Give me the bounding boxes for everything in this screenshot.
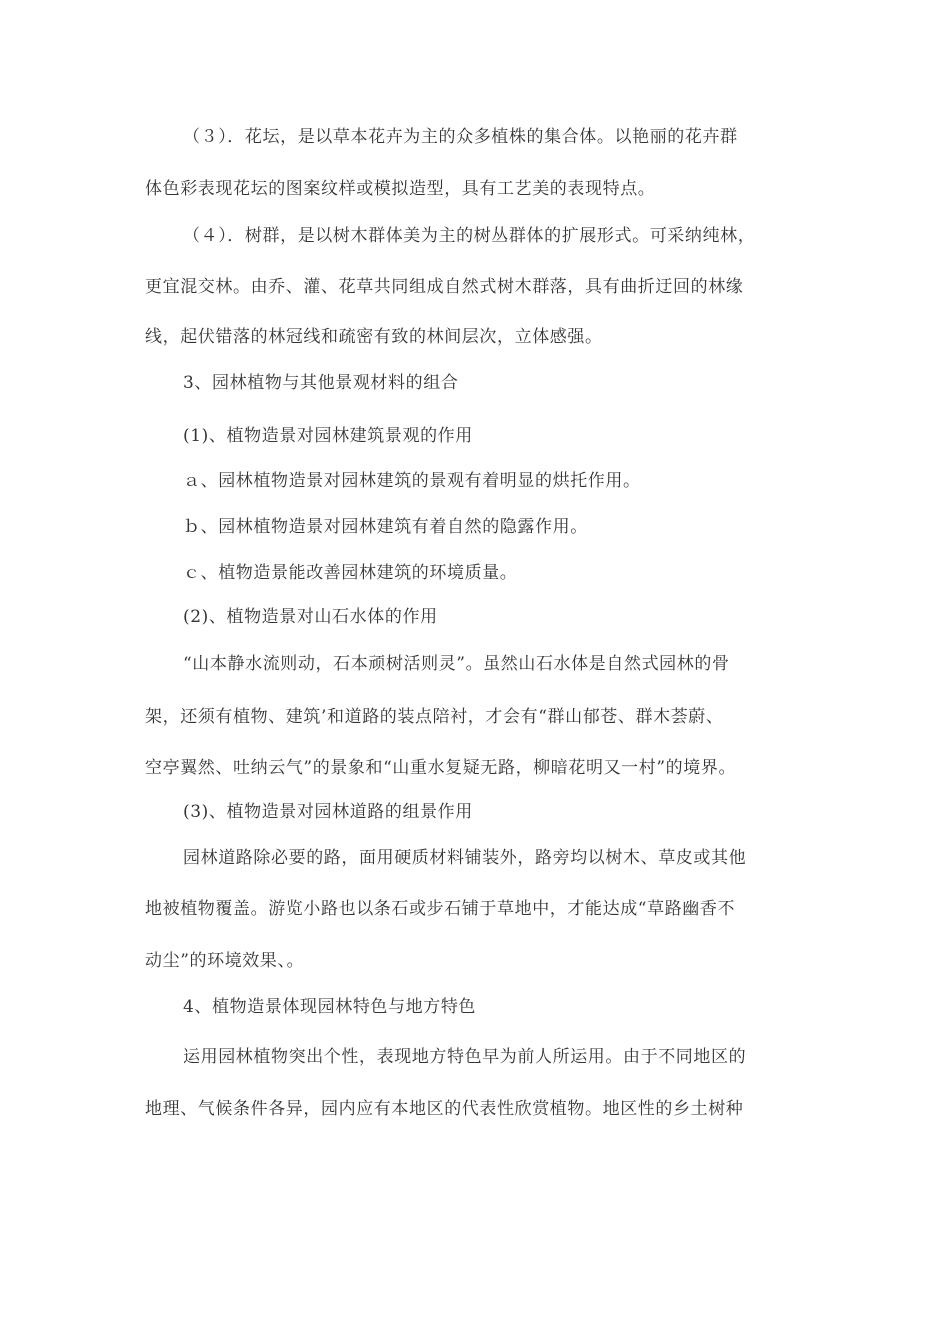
text-line: 地理、气候条件各异，园内应有本地区的代表性欣赏植物。地区性的乡土树种 (145, 1099, 744, 1119)
text-line: 地被植物覆盖。游览小路也以条石或步石铺于草地中，才能达成“草路幽香不 (145, 899, 736, 919)
subsection-heading: (2)、植物造景对山石水体的作用 (183, 607, 438, 627)
list-item: ａ、园林植物造景对园林建筑的景观有着明显的烘托作用。 (183, 471, 641, 491)
subsection-heading: (1)、植物造景对园林建筑景观的作用 (183, 426, 473, 446)
text-line: 空亭翼然、吐纳云气”的景象和“山重水复疑无路，柳暗花明又一村”的境界。 (145, 758, 737, 778)
list-item: ｃ、植物造景能改善园林建筑的环境质量。 (183, 563, 518, 583)
subsection-heading: (3)、植物造景对园林道路的组景作用 (183, 802, 473, 822)
text-line: 线，起伏错落的林冠线和疏密有致的林间层次，立体感强。 (145, 327, 603, 347)
section-heading: 3、园林植物与其他景观材料的组合 (183, 373, 459, 393)
text-line: （３）．花坛，是以草本花卉为主的众多植株的集合体。以艳丽的花卉群 (183, 127, 738, 147)
text-line: 更宜混交林。由乔、灌、花草共同组成自然式树木群落，具有曲折迂回的林缘 (145, 277, 744, 297)
text-line: “山本静水流则动，石本顽树活则灵”。虽然山石水体是自然式园林的骨 (183, 654, 730, 674)
section-heading: 4、植物造景体现园林特色与地方特色 (183, 997, 477, 1017)
text-line: 体色彩表现花坛的图案纹样或模拟造型，具有工艺美的表现特点。 (145, 179, 656, 199)
text-line: 园林道路除必要的路，面用硬质材料铺装外，路旁均以树木、草皮或其他 (183, 848, 747, 868)
list-item: ｂ、园林植物造景对园林建筑有着自然的隐露作用。 (183, 517, 588, 537)
text-line: 架，还须有植物、建筑’和道路的装点陪衬，才会有“群山郁苍、群木荟蔚、 (145, 707, 724, 727)
text-line: 动尘”的环境效果、。 (145, 951, 305, 971)
text-line: 运用园林植物突出个性，表现地方特色早为前人所运用。由于不同地区的 (183, 1047, 747, 1067)
text-line: （４）．树群，是以树木群体美为主的树丛群体的扩展形式。可采纳纯林， (183, 226, 756, 246)
